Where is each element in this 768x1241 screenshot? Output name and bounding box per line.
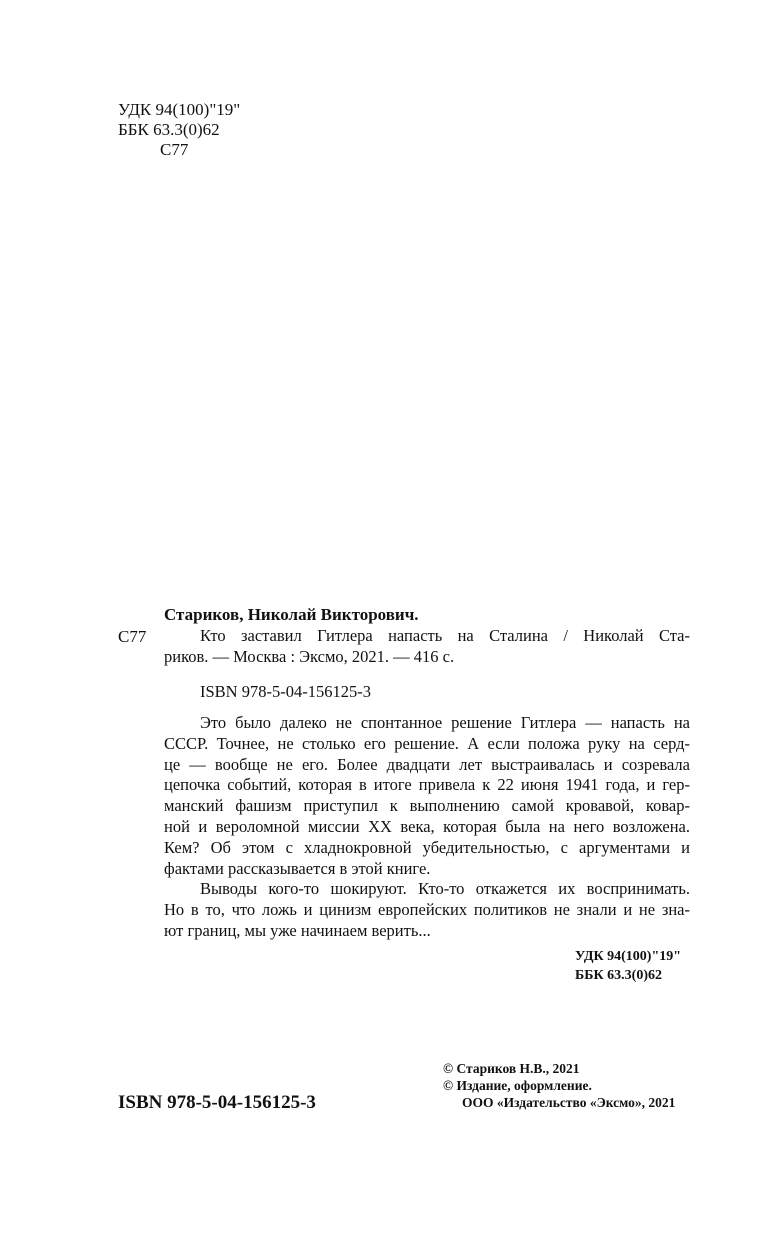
author-mark: С77 [160,140,189,159]
catalog-title-cont [164,647,690,668]
copyright-publisher: ООО «Издательство «Эксмо», 2021 [462,1095,676,1110]
catalog-author: Стариков, Николай Викторович. [164,605,419,624]
copyright-edition: © Издание, оформление. [443,1078,592,1093]
catalog-title-line: Кто заставил Гитлера напасть на Сталина / Николай Ста- [200,626,690,645]
bbk-code: ББК 63.3(0)62 [118,120,220,139]
annotation-line: манский фашизм приступил к выполнению самой кровавой, ковар- [164,796,690,816]
annotation-udk: УДК 94(100)"19" [575,949,682,964]
catalog-title-line: риков. — Москва : Эксмо, 2021. — 416 с. [164,647,455,666]
catalog-isbn: ISBN 978-5-04-156125-3 [200,682,371,701]
annotation [164,713,690,942]
annotation-line: Но в то, что ложь и цинизм европейских политиков не знали и не зна- [164,900,690,920]
annotation-classification [575,947,681,985]
annotation-line: Это было далеко не спонтанное решение Гитлера — напасть на [200,713,690,732]
annotation-line: Кем? Об этом с хладнокровной убедительностью, с аргументами и [164,837,690,857]
annotation-line: ной и вероломной миссии XX века, которая была на него возложена. [164,816,690,836]
catalog-title [164,626,690,647]
annotation-line: ют границ, мы уже начинаем верить... [164,920,431,940]
udk-code: УДК 94(100)"19" [118,100,241,119]
annotation-line: це — вообще не его. Более двадцати лет выстраивалась и созревала [164,754,690,774]
annotation-bbk: ББК 63.3(0)62 [575,968,662,983]
annotation-line: СССР. Точнее, не столько его решение. А если положа руку на серд- [164,733,690,753]
header-classification [118,100,240,160]
footer-isbn: ISBN 978-5-04-156125-3 [118,1092,316,1113]
annotation-line: фактами рассказывается в этой книге. [164,858,431,878]
annotation-line: цепочка событий, которая в итоге привела к 22 июня 1941 года, и гер- [164,775,690,795]
copyright-block [443,1060,675,1111]
catalog-code: С77 [118,627,147,646]
annotation-line: Выводы кого-то шокируют. Кто-то откажется их воспринимать. [200,879,690,899]
copyright-author: © Стариков Н.В., 2021 [443,1061,580,1076]
